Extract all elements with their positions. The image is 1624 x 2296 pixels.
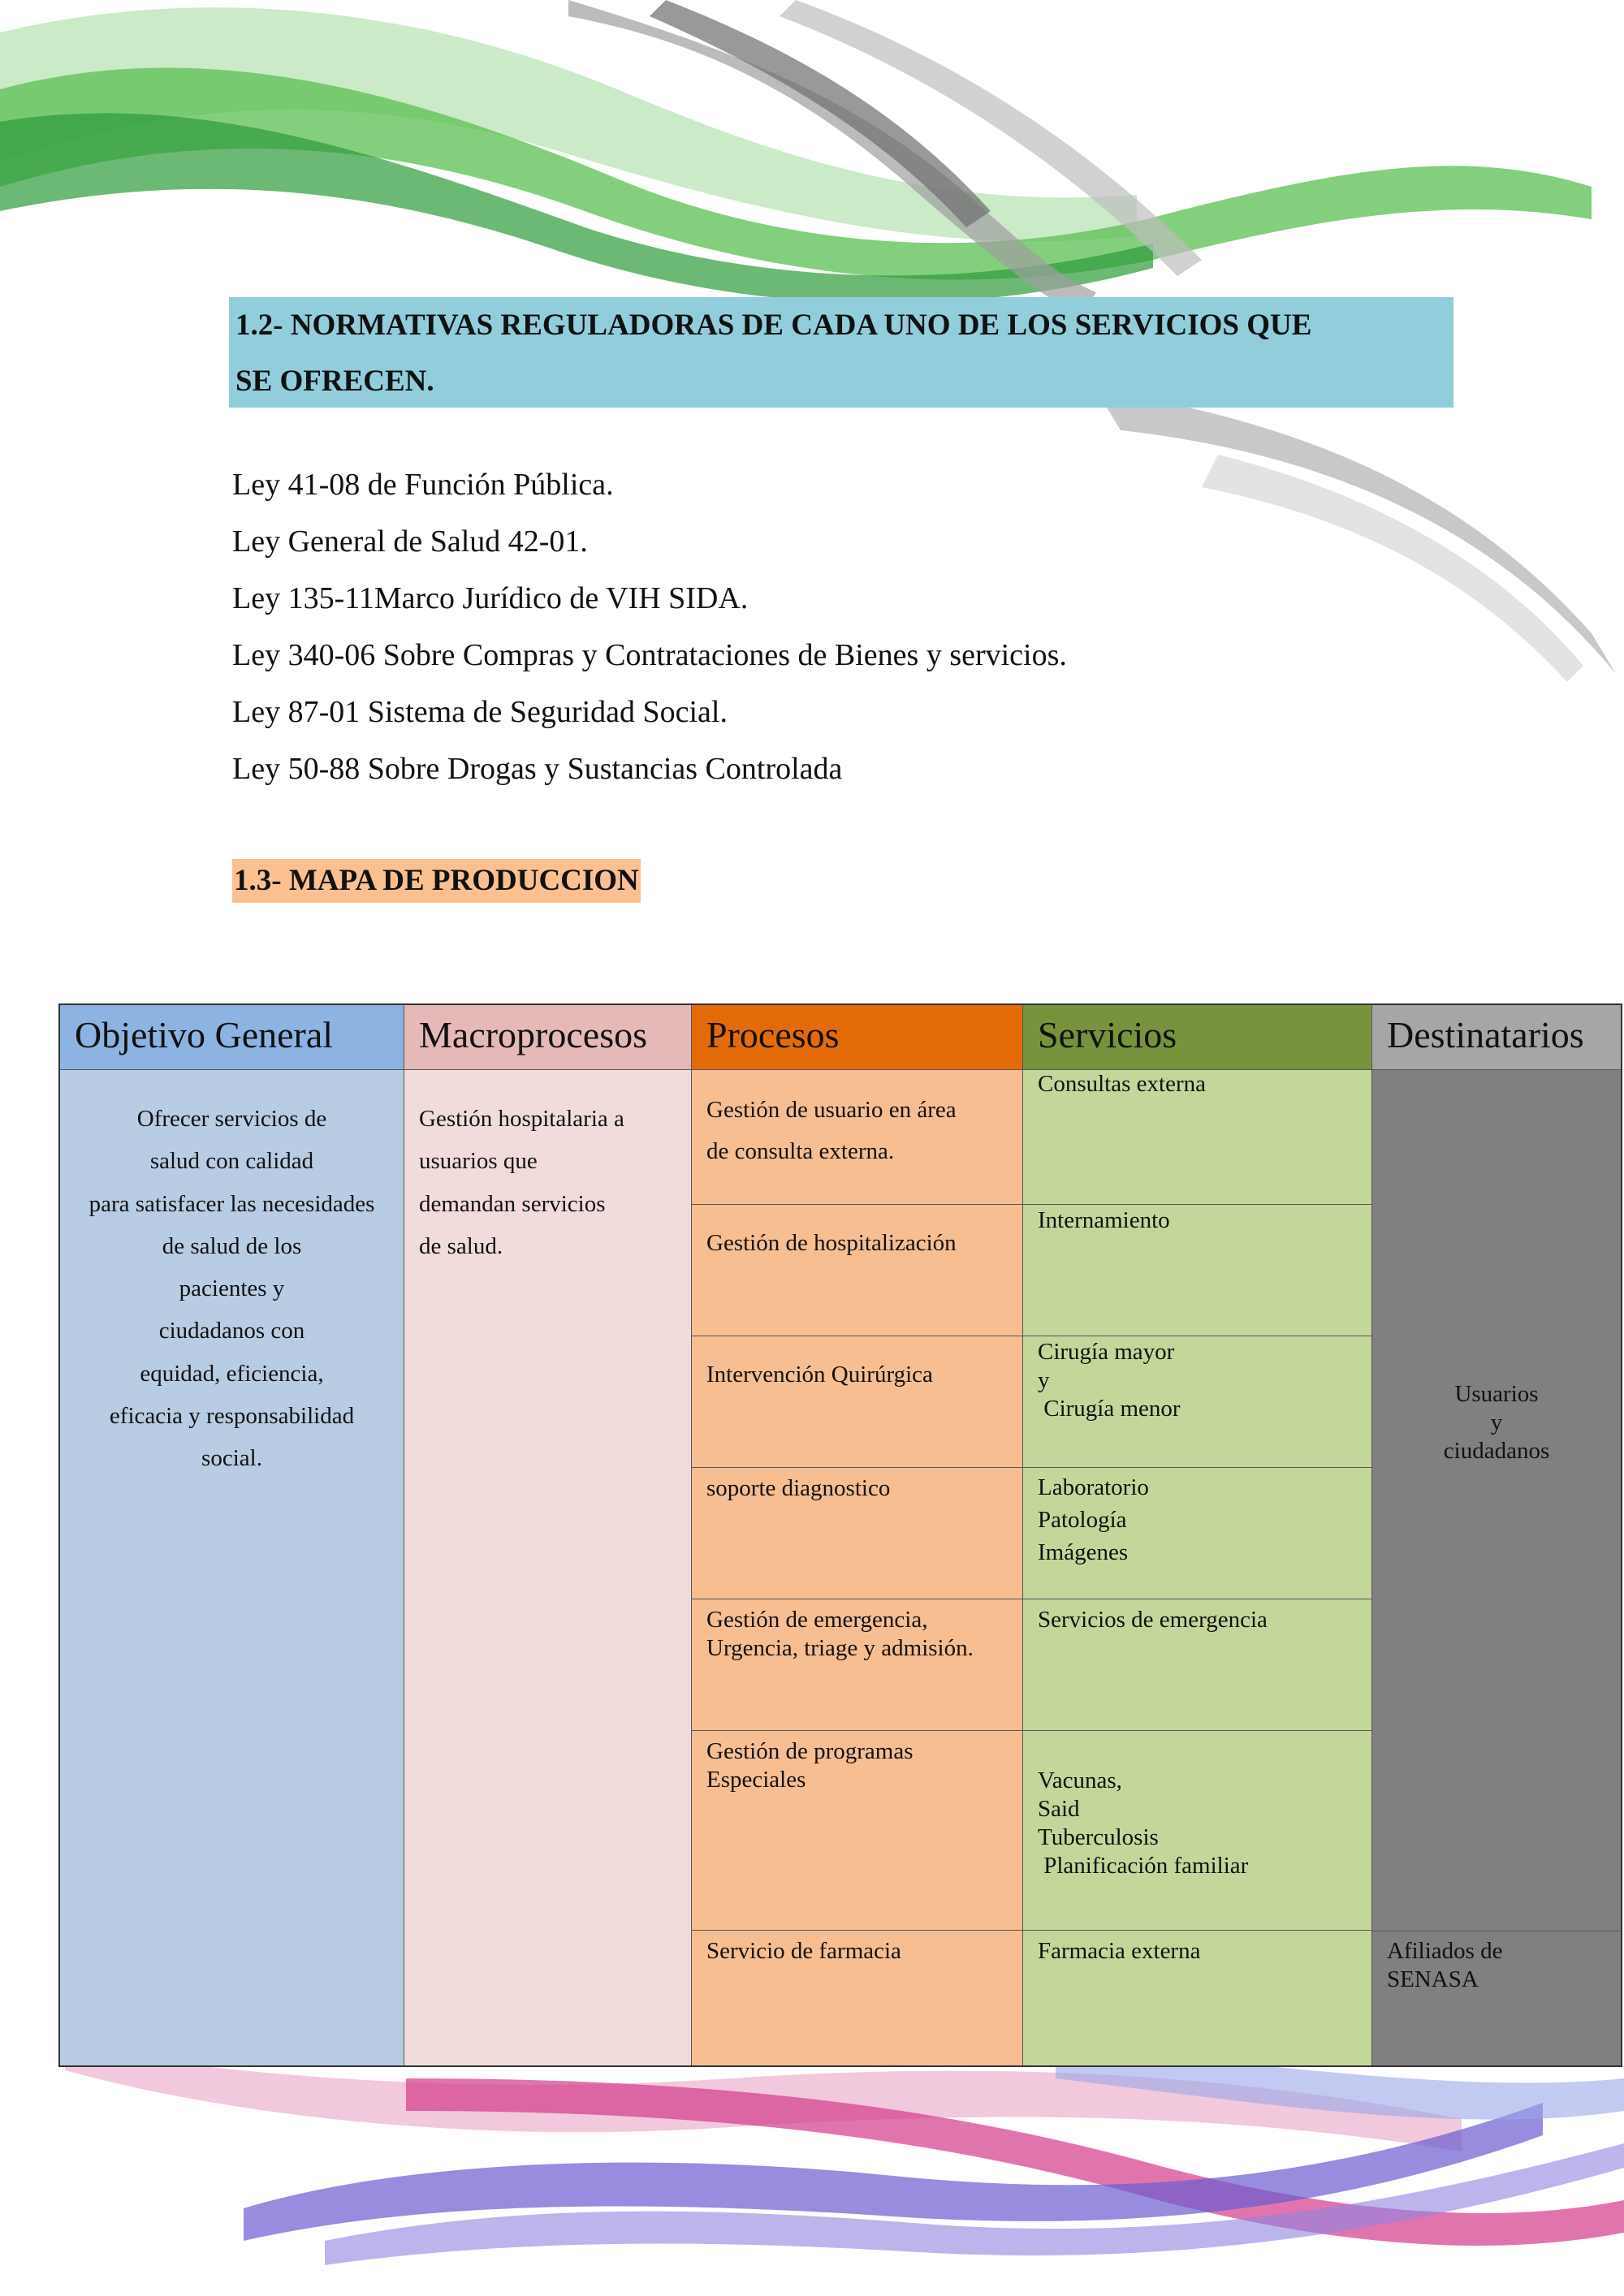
destinatario-line: Afiliados de	[1387, 1938, 1503, 1964]
servicio-cell	[1023, 1931, 1371, 2065]
law-item: Ley 340-06 Sobre Compras y Contrataciones de Bienes y servicios.	[232, 638, 1067, 672]
servicio-cell	[1023, 1070, 1371, 1205]
objetivo-line: salud con calidad	[149, 1148, 314, 1175]
servicio-cell	[1023, 1336, 1371, 1468]
proceso-cell	[692, 1468, 1022, 1599]
column-servicios	[1023, 1005, 1372, 2065]
objetivo-line: de salud de los	[162, 1232, 302, 1259]
header-objetivo-general: Objetivo General	[60, 1005, 404, 1070]
destinatarios-usuarios	[1372, 1380, 1621, 1465]
servicio-line: Said	[1038, 1796, 1080, 1822]
proceso-line: Gestión de programas	[706, 1738, 914, 1764]
servicio-line: y	[1038, 1367, 1050, 1393]
servicio-line: Planificación familiar	[1038, 1853, 1249, 1879]
column-procesos	[692, 1005, 1023, 2065]
proceso-line: soporte diagnostico	[706, 1475, 891, 1501]
objetivo-line: ciudadanos con	[158, 1318, 305, 1344]
proceso-line: de consulta externa.	[706, 1138, 895, 1164]
section-title-line-2: SE OFRECEN.	[235, 365, 434, 398]
servicio-line: Internamiento	[1038, 1207, 1170, 1233]
macroproceso-text	[419, 1098, 685, 1267]
macro-line: Gestión hospitalaria a	[419, 1106, 624, 1132]
proceso-line: Gestión de hospitalización	[706, 1230, 957, 1256]
proceso-line: Servicio de farmacia	[706, 1938, 901, 1964]
servicio-cell	[1023, 1599, 1371, 1731]
proceso-line: Gestión de usuario en área	[706, 1097, 957, 1123]
objetivo-line: para satisfacer las necesidades	[89, 1190, 375, 1217]
objetivo-line: eficacia y responsabilidad	[109, 1403, 355, 1430]
proceso-cell	[692, 1599, 1022, 1731]
production-map-table	[58, 1003, 1622, 2067]
proceso-line: Intervención Quirúrgica	[706, 1362, 933, 1388]
column-macroprocesos	[404, 1005, 692, 2065]
proceso-cell	[692, 1070, 1022, 1205]
servicio-line: Vacunas,	[1038, 1767, 1122, 1793]
objetivo-line: Ofrecer servicios de	[136, 1106, 327, 1132]
proceso-cell	[692, 1731, 1022, 1931]
macro-line: de salud.	[419, 1232, 503, 1259]
law-item: Ley 50-88 Sobre Drogas y Sustancias Controlada	[232, 752, 843, 786]
proceso-cell	[692, 1336, 1022, 1468]
servicio-line: Consultas externa	[1038, 1071, 1206, 1097]
law-item: Ley 135-11Marco Jurídico de VIH SIDA.	[232, 581, 749, 615]
proceso-line: Urgencia, triage y admisión.	[706, 1635, 974, 1661]
objetivo-line: social.	[201, 1445, 262, 1472]
header-procesos: Procesos	[692, 1005, 1022, 1070]
servicio-line: Tuberculosis	[1038, 1824, 1159, 1850]
macro-line: usuarios que	[419, 1148, 538, 1175]
servicio-line: Cirugía mayor	[1038, 1339, 1175, 1365]
objetivo-general-text	[70, 1098, 394, 1480]
decorative-waves-bottom	[0, 2046, 1624, 2296]
proceso-cell	[692, 1205, 1022, 1336]
servicio-line: Laboratorio	[1038, 1474, 1149, 1500]
proceso-line: Gestión de emergencia,	[706, 1607, 928, 1633]
macro-line: demandan servicios	[419, 1190, 606, 1217]
column-objetivo-general	[60, 1005, 404, 2065]
section-title-line-1: 1.2- NORMATIVAS REGULADORAS DE CADA UNO DE LOS SERVICIOS QUE	[235, 309, 1312, 342]
servicio-line: Servicios de emergencia	[1038, 1607, 1268, 1633]
law-item: Ley 87-01 Sistema de Seguridad Social.	[232, 695, 728, 729]
header-macroprocesos: Macroprocesos	[404, 1005, 691, 1070]
objetivo-line: equidad, eficiencia,	[140, 1360, 324, 1387]
servicio-cell	[1023, 1731, 1371, 1931]
destinatario-line: SENASA	[1387, 1966, 1479, 1992]
servicio-line: Imágenes	[1038, 1539, 1129, 1565]
column-destinatarios	[1372, 1005, 1621, 2065]
header-servicios: Servicios	[1023, 1005, 1371, 1070]
destinatarios-senasa	[1372, 1937, 1621, 1994]
destinatario-line: y	[1490, 1409, 1503, 1435]
proceso-cell	[692, 1931, 1022, 2065]
servicio-line: Patología	[1038, 1507, 1127, 1533]
law-item: Ley 41-08 de Función Pública.	[232, 468, 614, 502]
servicio-line: Farmacia externa	[1038, 1938, 1201, 1964]
proceso-line: Especiales	[706, 1767, 806, 1793]
objetivo-line: pacientes y	[179, 1275, 285, 1302]
header-destinatarios: Destinatarios	[1372, 1005, 1621, 1070]
servicio-cell	[1023, 1205, 1371, 1336]
servicio-cell	[1023, 1468, 1371, 1599]
destinatario-line: ciudadanos	[1443, 1438, 1550, 1464]
section-title-normativas	[229, 297, 1453, 408]
destinatario-line: Usuarios	[1454, 1381, 1539, 1407]
section-title-mapa-produccion: 1.3- MAPA DE PRODUCCION	[232, 859, 641, 903]
servicio-line: Cirugía menor	[1038, 1396, 1181, 1422]
laws-list	[232, 456, 1450, 797]
law-item: Ley General de Salud 42-01.	[232, 524, 588, 559]
